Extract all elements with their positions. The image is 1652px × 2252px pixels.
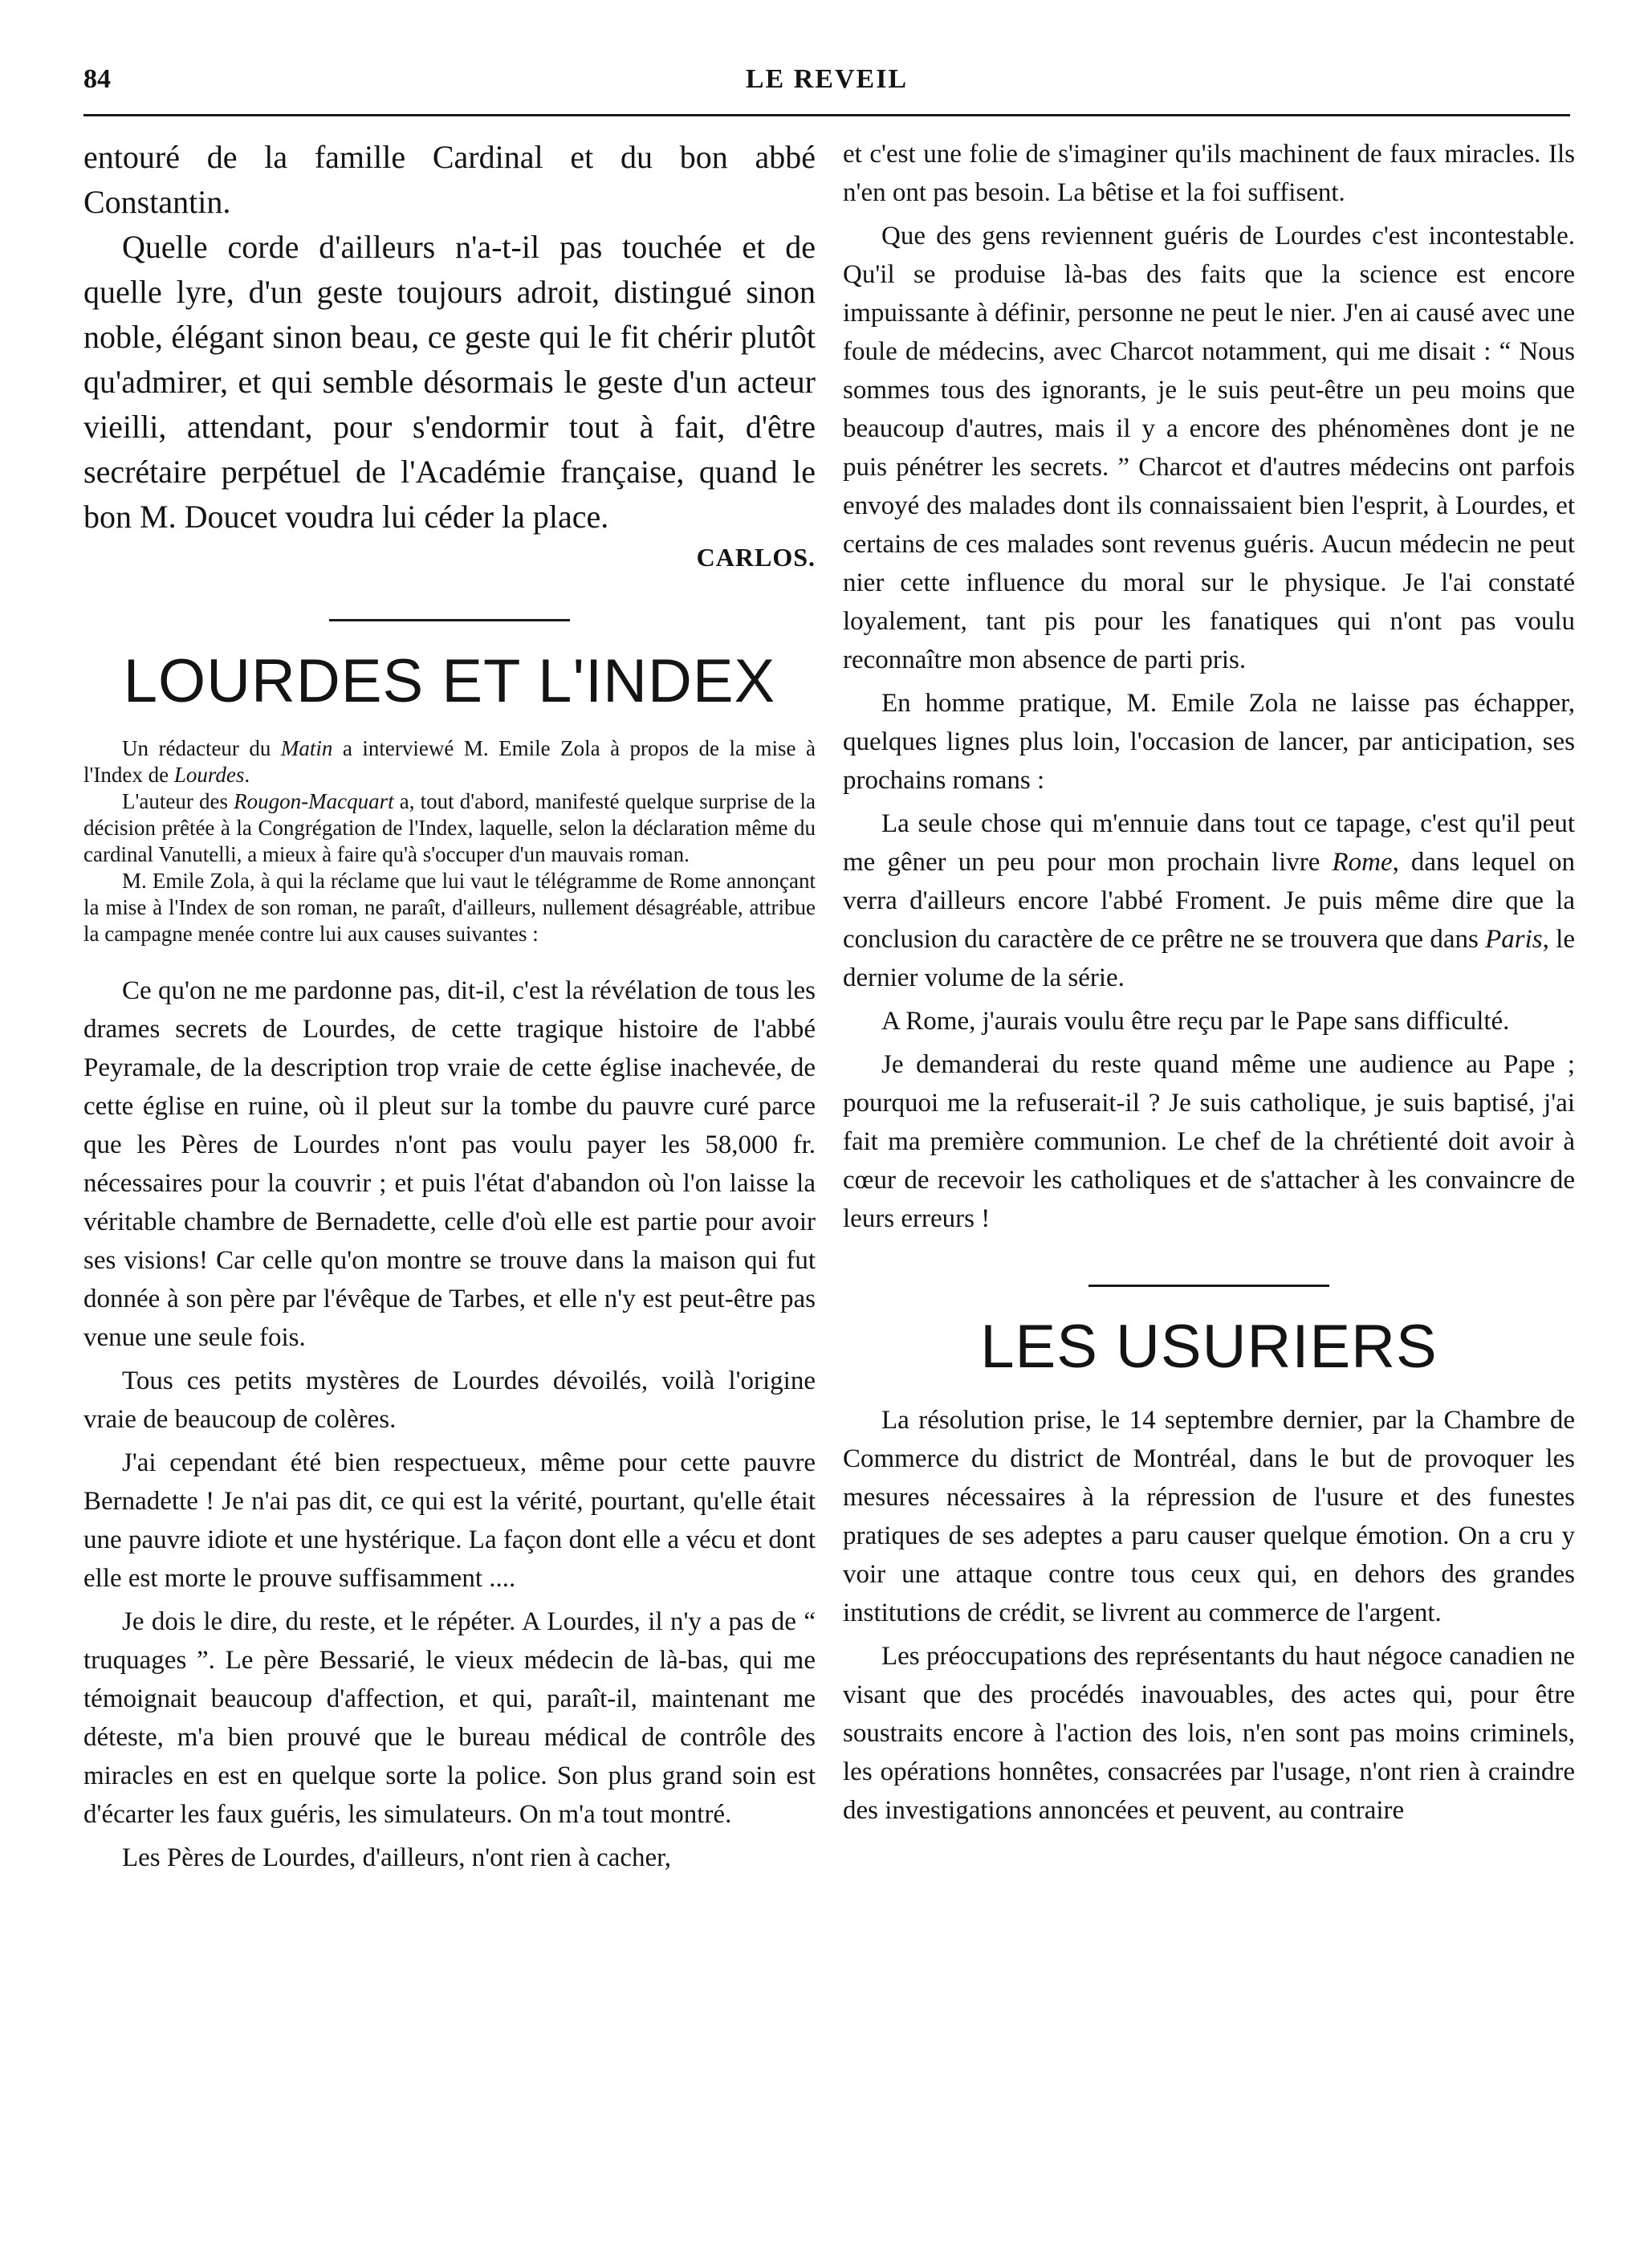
article-headline: LOURDES ET L'INDEX [123,647,776,715]
lede-paragraph: Un rédacteur du Matin a interviewé M. Emile Zola à propos de la mise à l'Index de Lourdes. [83,736,816,787]
body-paragraph: Je dois le dire, du reste, et le répéter. A Lourdes, il n'y a pas de “ truquages ”. Le père Bessarié, le vieux médecin de là-bas, qui me témoignait beaucoup d'affection, et qui, paraît-il, maintenant me déteste, m'a bien prouvé que le bureau médical de contrôle des miracles en est en quelque sorte la police. Son plus grand soin est d'écarter les faux guéris, les simulateurs. On m'a tout montré. [83,1607,816,1829]
body-paragraph: La seule chose qui m'ennuie dans tout ce tapage, c'est qu'il peut me gêner un peu pour mon prochain livre Rome, dans lequel on verra d'ailleurs encore l'abbé Froment. Je puis même dire que la conclusion du caractère de ce prêtre ne se trouvera que dans Paris, le dernier volume de la série. [843,809,1576,992]
body-paragraph: Je demanderai du reste quand même une audience au Pape ; pourquoi me la refuserait-il ? Je suis catholique, je suis baptisé, j'ai fait ma première communion. Le chef de la chrétienté doit avoir à cœur de recevoir les catholiques et de s'attacher à les convaincre de leurs erreurs ! [843,1050,1575,1233]
header-rule [83,114,1570,116]
right-column [843,135,1575,1830]
body-paragraph: Les Pères de Lourdes, d'ailleurs, n'ont rien à cacher, [122,1843,672,1872]
article-headline: LES USURIERS [980,1313,1438,1381]
body-paragraph: En homme pratique, M. Emile Zola ne laisse pas échapper, quelques lignes plus loin, l'occasion de lancer, par anticipation, ses prochains romans : [843,689,1575,795]
body-paragraph: A Rome, j'aurais voulu être reçu par le Pape sans difficulté. [881,1007,1510,1036]
running-header [83,64,1570,104]
body-paragraph: J'ai cependant été bien respectueux, même pour cette pauvre Bernadette ! Je n'ai pas dit, ce qui est la vérité, pourtant, qu'elle était une pauvre idiote et une hystérique. La façon dont elle a vécu et dont elle est morte le prouve suffisamment .... [83,1448,816,1593]
section-divider [1088,1285,1329,1287]
article-lede [83,735,816,947]
section-divider [329,619,570,621]
lede-paragraph: M. Emile Zola, à qui la réclame que lui vaut le télégramme de Rome annonçant la mise à l'Index de son roman, ne paraît, d'ailleurs, nullement désagréable, attribue la campagne menée contre lui aux causes suivantes : [83,869,816,946]
body-paragraph: La résolution prise, le 14 septembre dernier, par la Chambre de Commerce du district de Montréal, dans le but de provoquer les mesures nécessaires à la répression de l'usure et des funestes pratiques de ses adeptes a paru causer quelque émotion. On a cru y voir une attaque contre tous ceux qui, en dehors des grandes institutions de crédit, se livrent au commerce de l'argent. [843,1406,1575,1627]
page-number: 84 [83,64,111,94]
left-column [83,135,816,1877]
journal-title: LE REVEIL [745,64,909,94]
body-paragraph: Ce qu'on ne me pardonne pas, dit-il, c'est la révélation de tous les drames secrets de Lourdes, de cette tragique histoire de l'abbé Peyramale, de la description trop vraie de cette église inachevée, de cette église en ruine, où il pleut sur la tombe du pauvre curé parce que les Pères de Lourdes n'ont pas voulu payer les 58,000 fr. nécessaires pour la couvrir ; et puis l'état d'abandon où l'on laisse la véritable chambre de Bernadette, celle d'où elle est partie pour avoir ses visions! Car celle qu'on montre se trouve dans la maison qui fut donnée à son père par l'évêque de Tarbes, et elle n'y est peut-être pas venue une seule fois. [83,976,816,1352]
continued-paragraph: entouré de la famille Cardinal et du bon abbé Constantin. [83,139,816,220]
body-paragraph: Les préoccupations des représentants du haut négoce canadien ne visant que des procédés inavouables, des actes qui, pour être soustraits encore à l'action des lois, n'en sont pas moins criminels, les opérations honnêtes, consacrées par l'usage, n'ont rien à craindre des investigations annoncées et peuvent, au contraire [843,1642,1575,1825]
body-paragraph: Quelle corde d'ailleurs n'a-t-il pas touchée et de quelle lyre, d'un geste toujours adroit, distingué sinon noble, élégant sinon beau, ce geste qui le fit chérir plutôt qu'admirer, et qui semble désormais le geste d'un acteur vieilli, attendant, pour s'endormir tout à fait, d'être secrétaire perpétuel de l'Académie française, quand le bon M. Doucet voudra lui céder la place. [83,229,816,535]
body-paragraph: Tous ces petits mystères de Lourdes dévoilés, voilà l'origine vraie de beaucoup de colères. [83,1366,816,1434]
continued-paragraph: et c'est une folie de s'imaginer qu'ils machinent de faux miracles. Ils n'en ont pas besoin. La bêtise et la foi suffisent. [843,140,1575,207]
lede-paragraph: L'auteur des Rougon-Macquart a, tout d'abord, manifesté quelque surprise de la décision prêtée à la Congrégation de l'Index, laquelle, selon la déclaration même du cardinal Vanutelli, a mieux à faire qu'à s'occuper d'un mauvais roman. [83,789,816,866]
author-signature: CARLOS. [696,543,816,572]
body-paragraph: Que des gens reviennent guéris de Lourdes c'est incontestable. Qu'il se produise là-bas des faits que la science est encore impuissante à définir, personne ne peut le nier. J'en ai causé avec une foule de médecins, avec Charcot notamment, qui me disait : “ Nous sommes tous des ignorants, je le suis peut-être un peu moins que beaucoup d'autres, mais il y a encore des phénomènes dont je ne puis pénétrer les secrets. ” Charcot et d'autres médecins ont parfois envoyé des malades dont ils connaissaient bien l'esprit, à Lourdes, et certains de ces malades sont revenus guéris. Aucun médecin ne peut nier cette influence du moral sur le physique. Je l'ai constaté loyalement, tant pis pour les fanatiques qui n'ont pas voulu reconnaître mon absence de parti pris. [843,222,1575,674]
